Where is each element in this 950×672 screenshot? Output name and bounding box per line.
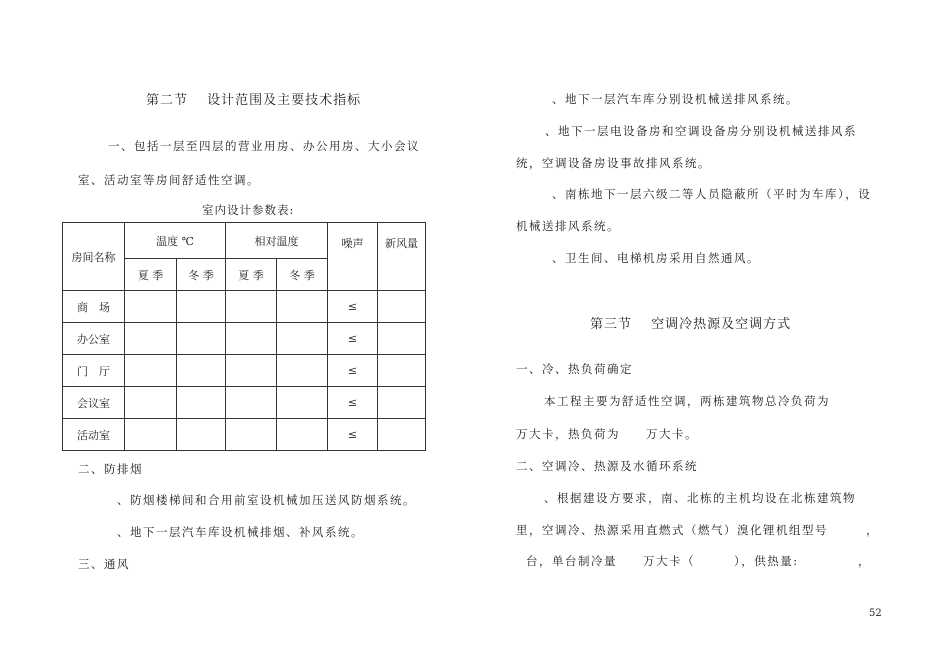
right-paragraph-1: 、地下一层汽车库分别设机械送排风系统。 — [552, 92, 799, 106]
noise-header: 噪声 — [328, 223, 378, 291]
temperature-header: 温度 ℃ — [125, 223, 226, 259]
table-row — [63, 291, 426, 323]
summer-humidity-header: 夏 季 — [226, 259, 277, 291]
smoke-paragraph-1: 、防烟楼梯间和合用前室设机械加压送风防烟系统。 — [117, 493, 416, 507]
row-noise: ≤ — [328, 419, 378, 451]
room-name-header: 房间名称 — [63, 223, 125, 291]
table-caption: 室内设计参数表: — [202, 203, 295, 217]
source-line-2-end: ， — [866, 523, 878, 537]
source-heading: 二、空调冷、热源及水循环系统 — [516, 459, 698, 473]
right-paragraph-2-line1: 、地下一层电设备房和空调设备房分别设机械送排风系 — [545, 124, 857, 138]
humidity-header: 相对温度 — [226, 223, 328, 259]
table-row — [63, 323, 426, 355]
row-noise: ≤ — [328, 291, 378, 323]
table-row — [63, 419, 426, 451]
row-noise: ≤ — [328, 323, 378, 355]
source-line-2: 里，空调冷、热源采用直燃式（燃气）溴化锂机组型号 — [516, 523, 828, 537]
section-title-2: 第二节 设计范围及主要技术指标 — [146, 93, 362, 108]
source-line-1: 、根据建设方要求，南、北栋的主机均设在北栋建筑物 — [544, 491, 856, 505]
table-row — [63, 387, 426, 419]
source-line-3: 台，单台制冷量 万大卡（ ），供热量: — [526, 554, 799, 568]
page-number: 52 — [869, 608, 882, 619]
row-name: 门 厅 — [63, 355, 125, 387]
smoke-heading: 二、防排烟 — [78, 462, 143, 476]
winter-temp-header: 冬 季 — [177, 259, 226, 291]
row-noise: ≤ — [328, 387, 378, 419]
row-name: 活动室 — [63, 419, 125, 451]
right-paragraph-3-line2: 机械送排风系统。 — [516, 219, 620, 233]
fresh-air-header: 新风量 — [378, 223, 426, 291]
indoor-design-parameter-table — [62, 222, 426, 451]
load-line-1: 本工程主要为舒适性空调，两栋建筑物总冷负荷为 — [544, 394, 830, 408]
summer-temp-header: 夏 季 — [125, 259, 177, 291]
load-heading: 一、冷、热负荷确定 — [516, 362, 633, 376]
row-name: 商 场 — [63, 291, 125, 323]
row-name: 会议室 — [63, 387, 125, 419]
source-line-3-end: ， — [858, 554, 870, 568]
right-paragraph-2-line2: 统，空调设备房设事故排风系统。 — [516, 156, 711, 170]
row-noise: ≤ — [328, 355, 378, 387]
row-name: 办公室 — [63, 323, 125, 355]
item1-line2: 室、活动室等房间舒适性空调。 — [78, 173, 260, 187]
smoke-paragraph-2: 、地下一层汽车库设机械排烟、补风系统。 — [117, 525, 364, 539]
right-paragraph-4: 、卫生间、电梯机房采用自然通风。 — [552, 251, 760, 265]
winter-humidity-header: 冬 季 — [277, 259, 328, 291]
right-paragraph-3-line1: 、南栋地下一层六级二等人员隐蔽所（平时为车库），设 — [552, 187, 872, 201]
load-line-2: 万大卡，热负荷为 万大卡。 — [516, 427, 698, 441]
table-row — [63, 355, 426, 387]
section-title-3: 第三节 空调冷热源及空调方式 — [590, 317, 792, 332]
item1-line1: 一、包括一层至四层的营业用房、办公用房、大小会议 — [108, 139, 420, 153]
ventilation-heading: 三、通风 — [78, 557, 130, 571]
